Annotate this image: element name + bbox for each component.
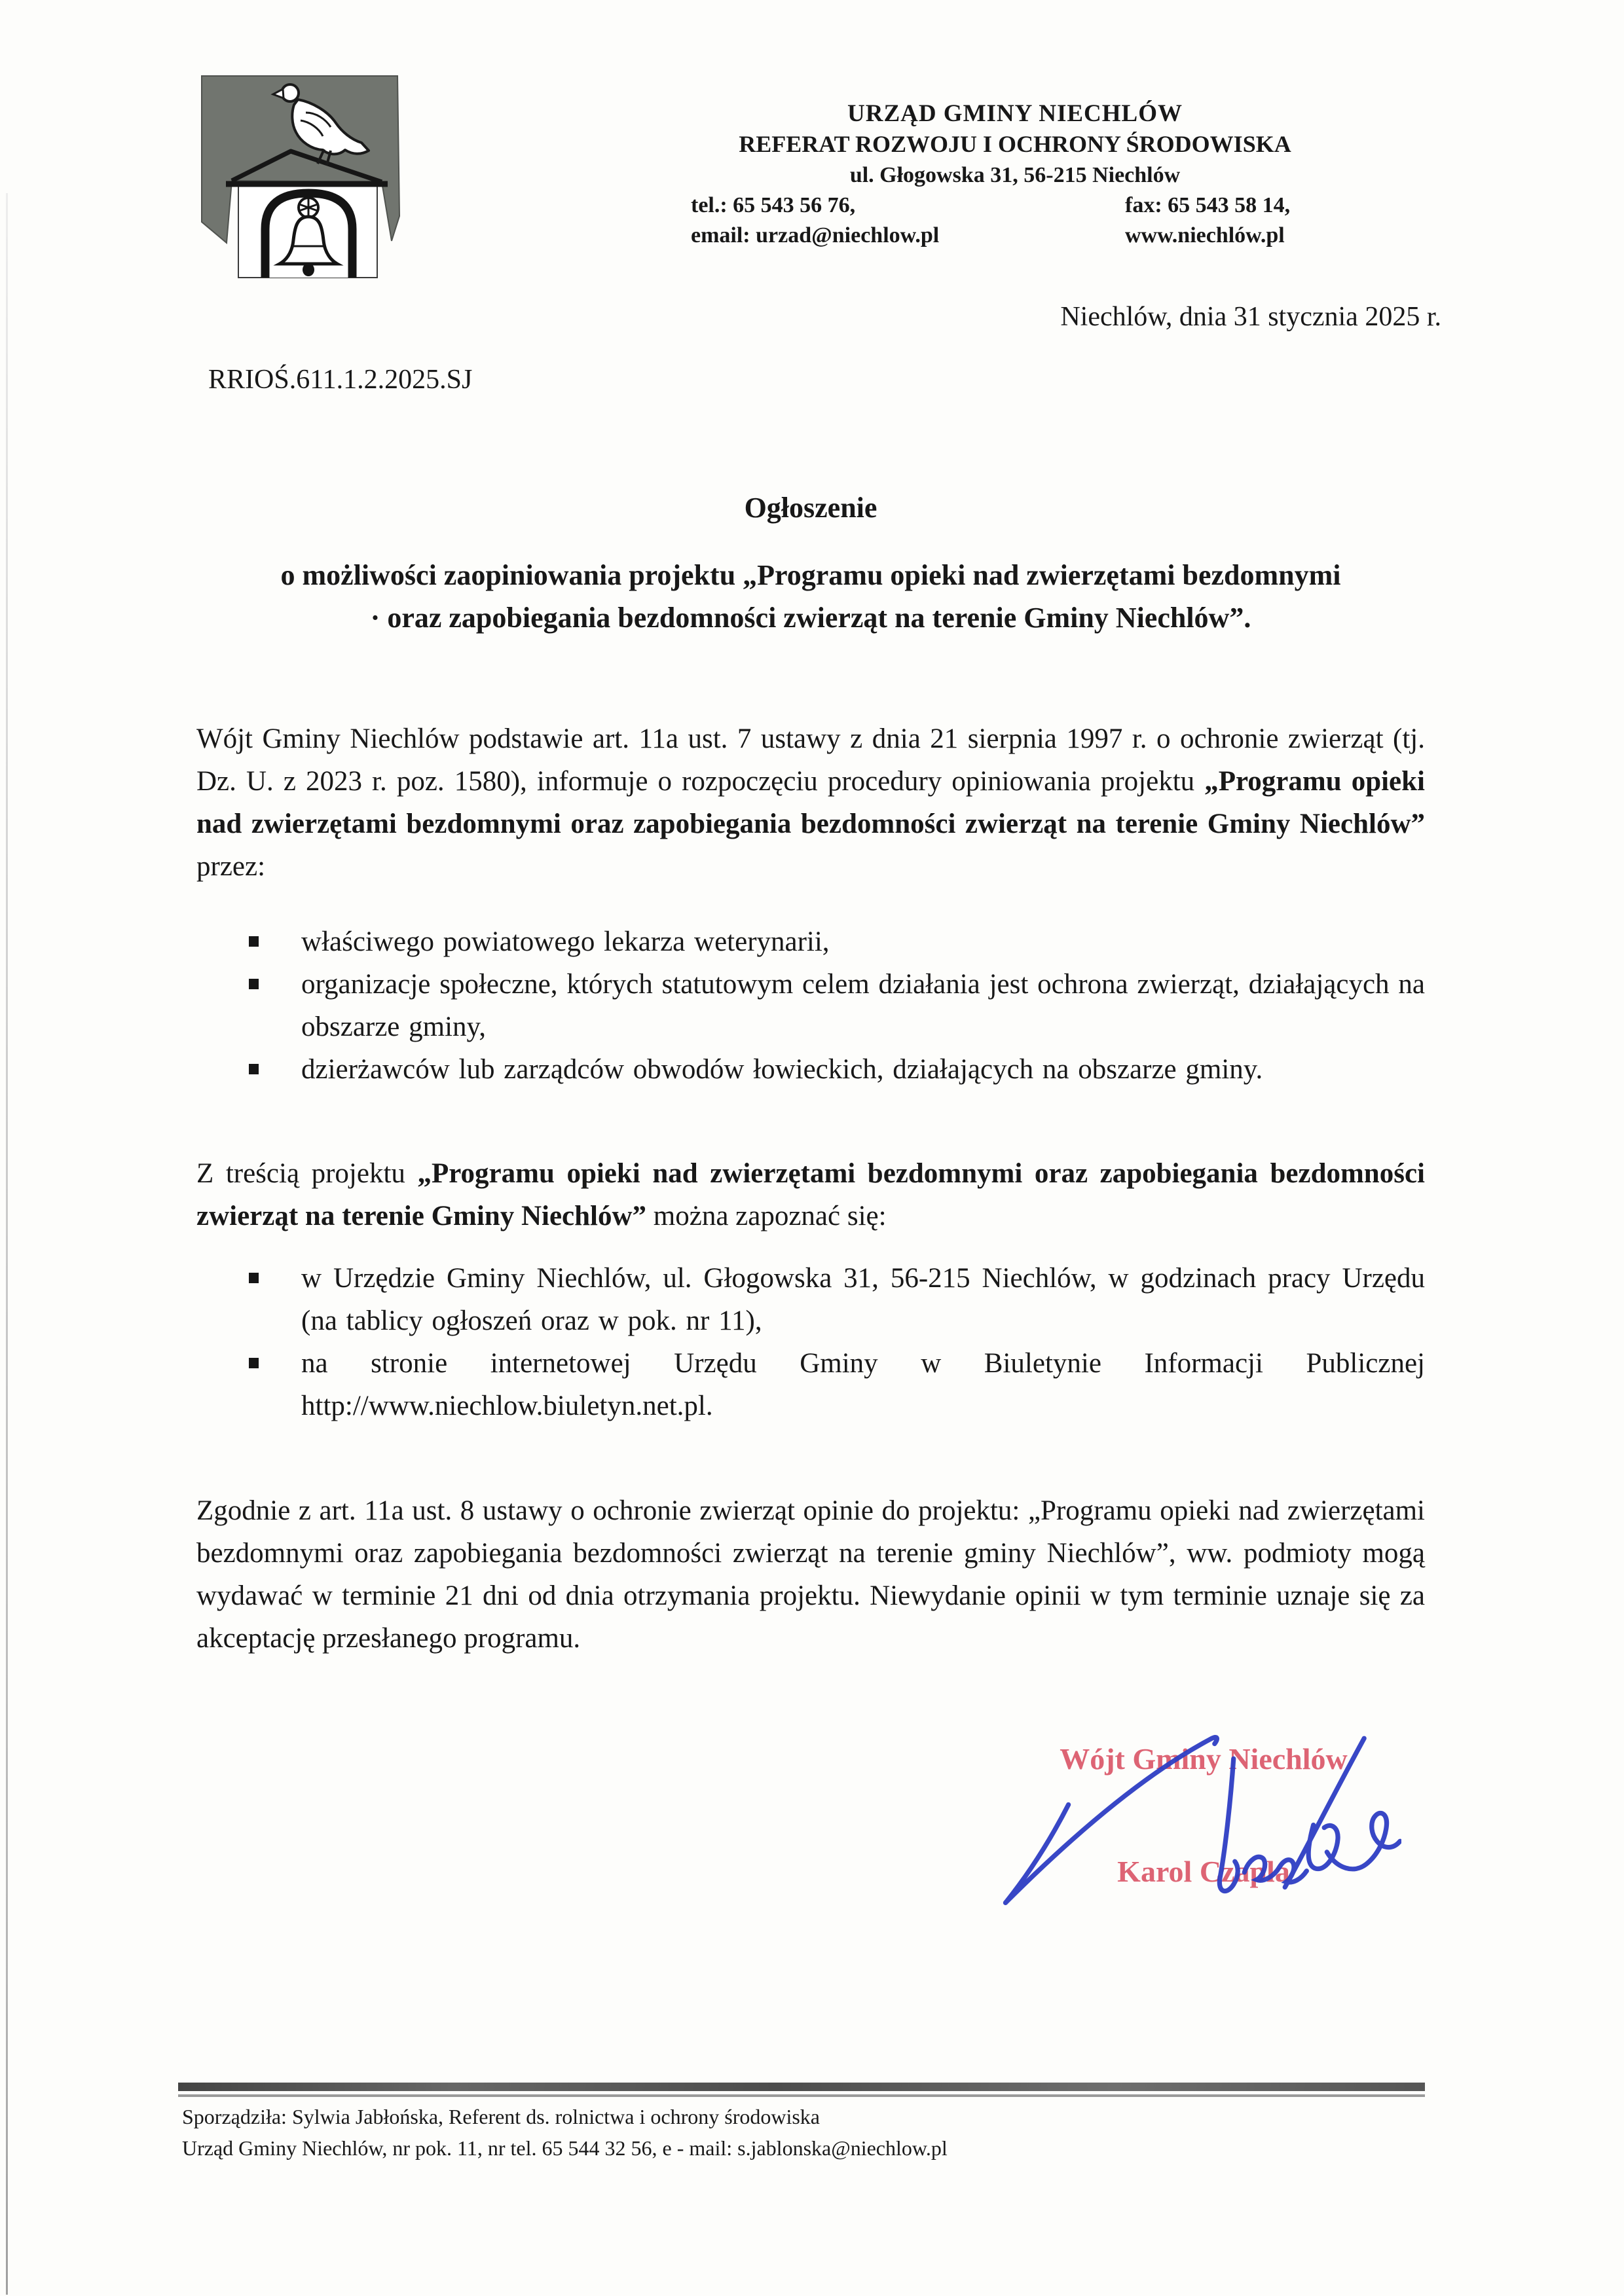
niechlow-coat-of-arms-icon [200, 73, 403, 296]
list-item-text: dzierżawców lub zarządców obwodów łowieckich, działających na obszarze gminy. [301, 1054, 1263, 1085]
list-item-text: w Urzędzie Gminy Niechlów, ul. Głogowska 31, 56-215 Niechlów, w godzinach pracy Urzędu (na tablicy ogłoszeń oraz w pok. nr 11), [301, 1263, 1425, 1336]
list-item-text: organizacje społeczne, których statutowym celem działania jest ochrona zwierząt, działających na obszarze gminy, [301, 969, 1425, 1042]
handwritten-signature [995, 1717, 1401, 1913]
list-item-text: na stronie internetowej Urzędu Gminy w Biuletynie Informacji Publicznej http://www.niechlow.biuletyn.net.pl. [301, 1348, 1425, 1421]
paragraph-availability-lead: Z treścią projektu [196, 1158, 418, 1189]
list-item [196, 1048, 1425, 1091]
list-item [196, 920, 1425, 963]
program-title-bold: „Programu opieki nad zwierzętami bezdomnymi oraz zapobiegania bezdomności zwierząt na terenie Gminy Niechlów” [196, 766, 1426, 839]
footer-rule-thin [178, 2094, 1425, 2097]
availability-list [196, 1257, 1425, 1427]
list-item-text: właściwego powiatowego lekarza weterynarii, [301, 926, 830, 957]
recipients-list [196, 920, 1425, 1091]
notice-subtitle [196, 554, 1425, 639]
header-email: email: urzad@niechlow.pl [691, 223, 940, 247]
scan-artifact-line [6, 193, 8, 2295]
reference-number: RRIOŚ.611.1.2.2025.SJ [208, 365, 473, 395]
header-fax: fax: 65 543 58 14, [1125, 193, 1291, 217]
footer-prepared-by: Sporządziła: Sylwia Jabłońska, Referent ds. rolnictwa i ochrony środowiska [182, 2105, 820, 2128]
program-title-bold: „Programu opieki nad zwierzętami bezdomnymi oraz zapobiegania bezdomności zwierząt na terenie Gminy Niechlów” [196, 1158, 1425, 1231]
paragraph-intro-lead: Wójt Gminy Niechlów podstawie art. 11a ust. 7 ustawy z dnia 21 sierpnia 1997 r. o ochronie zwierząt (tj. Dz. U. z 2023 r. poz. 1580), informuje o rozpoczęciu procedury opiniowania projektu [196, 723, 1425, 797]
header-org-name: URZĄD GMINY NIECHLÓW [847, 100, 1183, 127]
notice-title: Ogłoszenie [744, 492, 877, 524]
notice-subtitle-line1: o możliwości zaopiniowania projektu „Programu opieki nad zwierzętami bezdomnymi [280, 559, 1341, 591]
notice-subtitle-line2: · oraz zapobiegania bezdomności zwierząt na terenie Gminy Niechlów”. [370, 602, 1251, 634]
paragraph-availability-tail: można zapoznać się: [646, 1201, 887, 1231]
paragraph-intro [196, 718, 1425, 888]
letterhead [691, 98, 1339, 251]
square-bullet-icon [249, 1358, 259, 1368]
list-item [196, 1257, 1425, 1342]
paragraph-availability [196, 1152, 1425, 1237]
signature-stamp-name: Karol Czapla [1117, 1855, 1290, 1888]
paragraph-intro-tail: przez: [196, 851, 266, 882]
header-department: REFERAT ROZWOJU I OCHRONY ŚRODOWISKA [739, 131, 1291, 157]
date-line: Niechlów, dnia 31 stycznia 2025 r. [1060, 302, 1441, 332]
footer-rule-thick [178, 2083, 1425, 2091]
square-bullet-icon [249, 1273, 259, 1283]
header-tel: tel.: 65 543 56 76, [691, 193, 856, 217]
header-website: www.niechlów.pl [1125, 223, 1285, 247]
signature-stamp-title: Wójt Gminy Niechlów [1060, 1742, 1348, 1776]
paragraph-deadline: Zgodnie z art. 11a ust. 8 ustawy o ochronie zwierząt opinie do projektu: „Programu opieki nad zwierzętami bezdomnymi oraz zapobiegania bezdomności zwierząt na terenie gminy Niechlów”, ww. podmioty mogą wydawać w terminie 21 dni od dnia otrzymania projektu. Niewydanie opinii w tym terminie uznaje się za akceptację przesłanego programu. [196, 1495, 1425, 1654]
header-address: ul. Głogowska 31, 56-215 Niechlów [849, 163, 1181, 187]
square-bullet-icon [249, 936, 259, 947]
list-item [196, 963, 1425, 1048]
footer-contact: Urząd Gminy Niechlów, nr pok. 11, nr tel. 65 544 32 56, e - mail: s.jablonska@niechlow.pl [182, 2136, 948, 2160]
square-bullet-icon [249, 1064, 259, 1074]
list-item [196, 1342, 1425, 1427]
square-bullet-icon [249, 979, 259, 989]
